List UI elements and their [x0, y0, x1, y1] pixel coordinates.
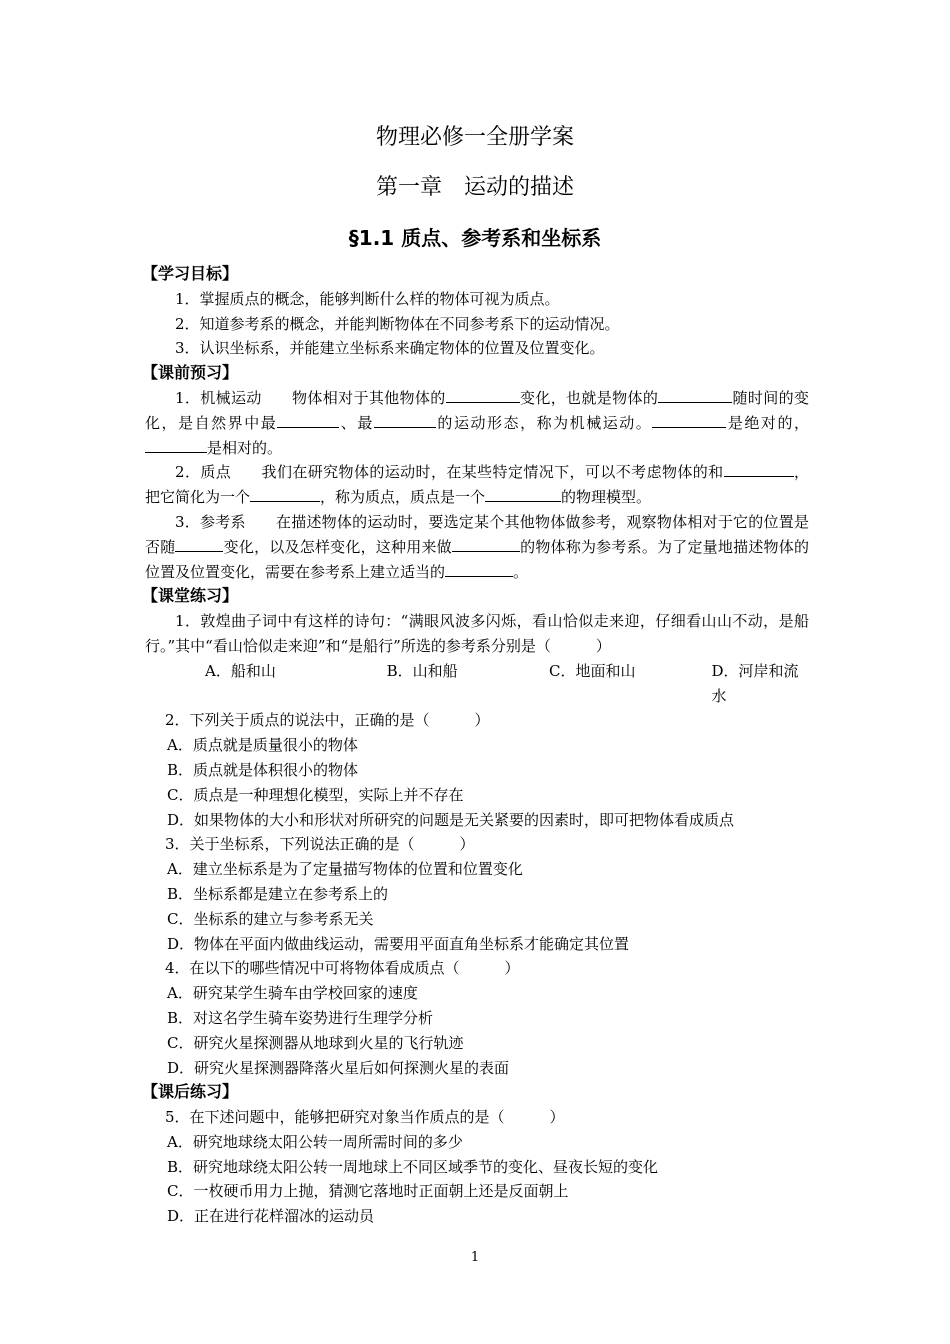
- option: A．研究某学生骑车由学校回家的速度: [167, 984, 418, 1003]
- option: B．山和船: [386, 661, 458, 680]
- option: C．研究火星探测器从地球到火星的飞行轨迹: [167, 1033, 464, 1052]
- option: B．坐标系都是建立在参考系上的: [167, 884, 389, 903]
- option: C．坐标系的建立与参考系无关: [167, 909, 374, 928]
- preview-heading: 【课前预习】: [142, 363, 239, 383]
- preview-paragraph-1: 1．机械运动 物体相对于其他物体的 变化，也就是物体的 随时间的变化，是自然界中最 、最 的运动形态，称为机械运动。 是绝对的，是相对的。: [145, 386, 809, 460]
- question-3-stem: 3．关于坐标系，下列说法正确的是（ ）: [165, 835, 475, 854]
- fill-blank: [652, 411, 726, 428]
- fill-blank: [485, 485, 561, 502]
- fill-blank: [452, 535, 520, 552]
- homework-heading: 【课后练习】: [142, 1082, 239, 1102]
- fill-blank: [724, 460, 794, 477]
- option: B．对这名学生骑车姿势进行生理学分析: [167, 1008, 434, 1027]
- option: A．质点就是质量很小的物体: [167, 736, 358, 755]
- fill-blank: [445, 560, 513, 577]
- option: D．正在进行花样溜冰的运动员: [167, 1207, 375, 1226]
- fill-blank: [374, 411, 436, 428]
- option: D．如果物体的大小和形状对所研究的问题是无关紧要的因素时，即可把物体看成质点: [167, 810, 735, 829]
- question-4-stem: 4．在以下的哪些情况中可将物体看成质点（ ）: [165, 959, 520, 978]
- fill-blank: [277, 411, 339, 428]
- option: B．研究地球绕太阳公转一周地球上不同区域季节的变化、昼夜长短的变化: [167, 1157, 659, 1176]
- section-title: §1.1 质点、参考系和坐标系: [348, 226, 602, 250]
- goal-item: 3．认识坐标系，并能建立坐标系来确定物体的位置及位置变化。: [175, 339, 605, 358]
- document-body: [142, 262, 809, 1229]
- page-number: 1: [470, 1250, 480, 1265]
- fill-blank: [658, 386, 732, 403]
- option: D．研究火星探测器降落火星后如何探测火星的表面: [167, 1058, 510, 1077]
- option: C．地面和山: [549, 661, 636, 680]
- goal-item: 1．掌握质点的概念，能够判断什么样的物体可视为质点。: [175, 289, 560, 308]
- question-1-options: [145, 659, 809, 709]
- option: A．建立坐标系是为了定量描写物体的位置和位置变化: [167, 860, 523, 879]
- preview-paragraph-3: 3．参考系 在描述物体的运动时，要选定某个其他物体做参考，观察物体相对于它的位置是否随 变化，以及怎样变化，这种用来做 的物体称为参考系。为了定量地描述物体的位置及位置变化，需要在参考系上建立适当的 。: [145, 512, 809, 581]
- option: C．质点是一种理想化模型，实际上并不存在: [167, 785, 464, 804]
- practice-heading: 【课堂练习】: [142, 586, 239, 606]
- question-5-stem: 5．在下述问题中，能够把研究对象当作质点的是（ ）: [165, 1108, 565, 1127]
- chapter-title: 第一章 运动的描述: [375, 175, 574, 200]
- fill-blank: [145, 436, 207, 453]
- preview-paragraph-2: 2．质点 我们在研究物体的运动时，在某些特定情况下，可以不考虑物体的和 ，把它简化为一个 ，称为质点，质点是一个 的物理模型。: [145, 460, 809, 510]
- fill-blank: [175, 535, 223, 552]
- option: B．质点就是体积很小的物体: [167, 760, 359, 779]
- fill-blank: [446, 386, 520, 403]
- goals-heading: 【学习目标】: [142, 264, 239, 283]
- question-2-stem: 2．下列关于质点的说法中，正确的是（ ）: [165, 711, 490, 730]
- option: C．一枚硬币用力上抛，猜测它落地时正面朝上还是反面朝上: [167, 1182, 569, 1201]
- question-1-stem: 1．敦煌曲子词中有这样的诗句：“满眼风波多闪烁，看山恰似走来迎，仔细看山山不动，是船行。”其中“看山恰似走来迎”和“是船行”所选的参考系分别是（ ）: [145, 612, 809, 655]
- option: A．研究地球绕太阳公转一周所需时间的多少: [167, 1132, 463, 1151]
- option: D．物体在平面内做曲线运动，需要用平面直角坐标系才能确定其位置: [167, 934, 630, 953]
- option: A．船和山: [205, 661, 276, 680]
- fill-blank: [250, 485, 320, 502]
- goal-item: 2．知道参考系的概念，并能判断物体在不同参考系下的运动情况。: [175, 314, 620, 333]
- option: D．河岸和流水: [711, 661, 799, 705]
- document-title: 物理必修一全册学案: [375, 125, 574, 150]
